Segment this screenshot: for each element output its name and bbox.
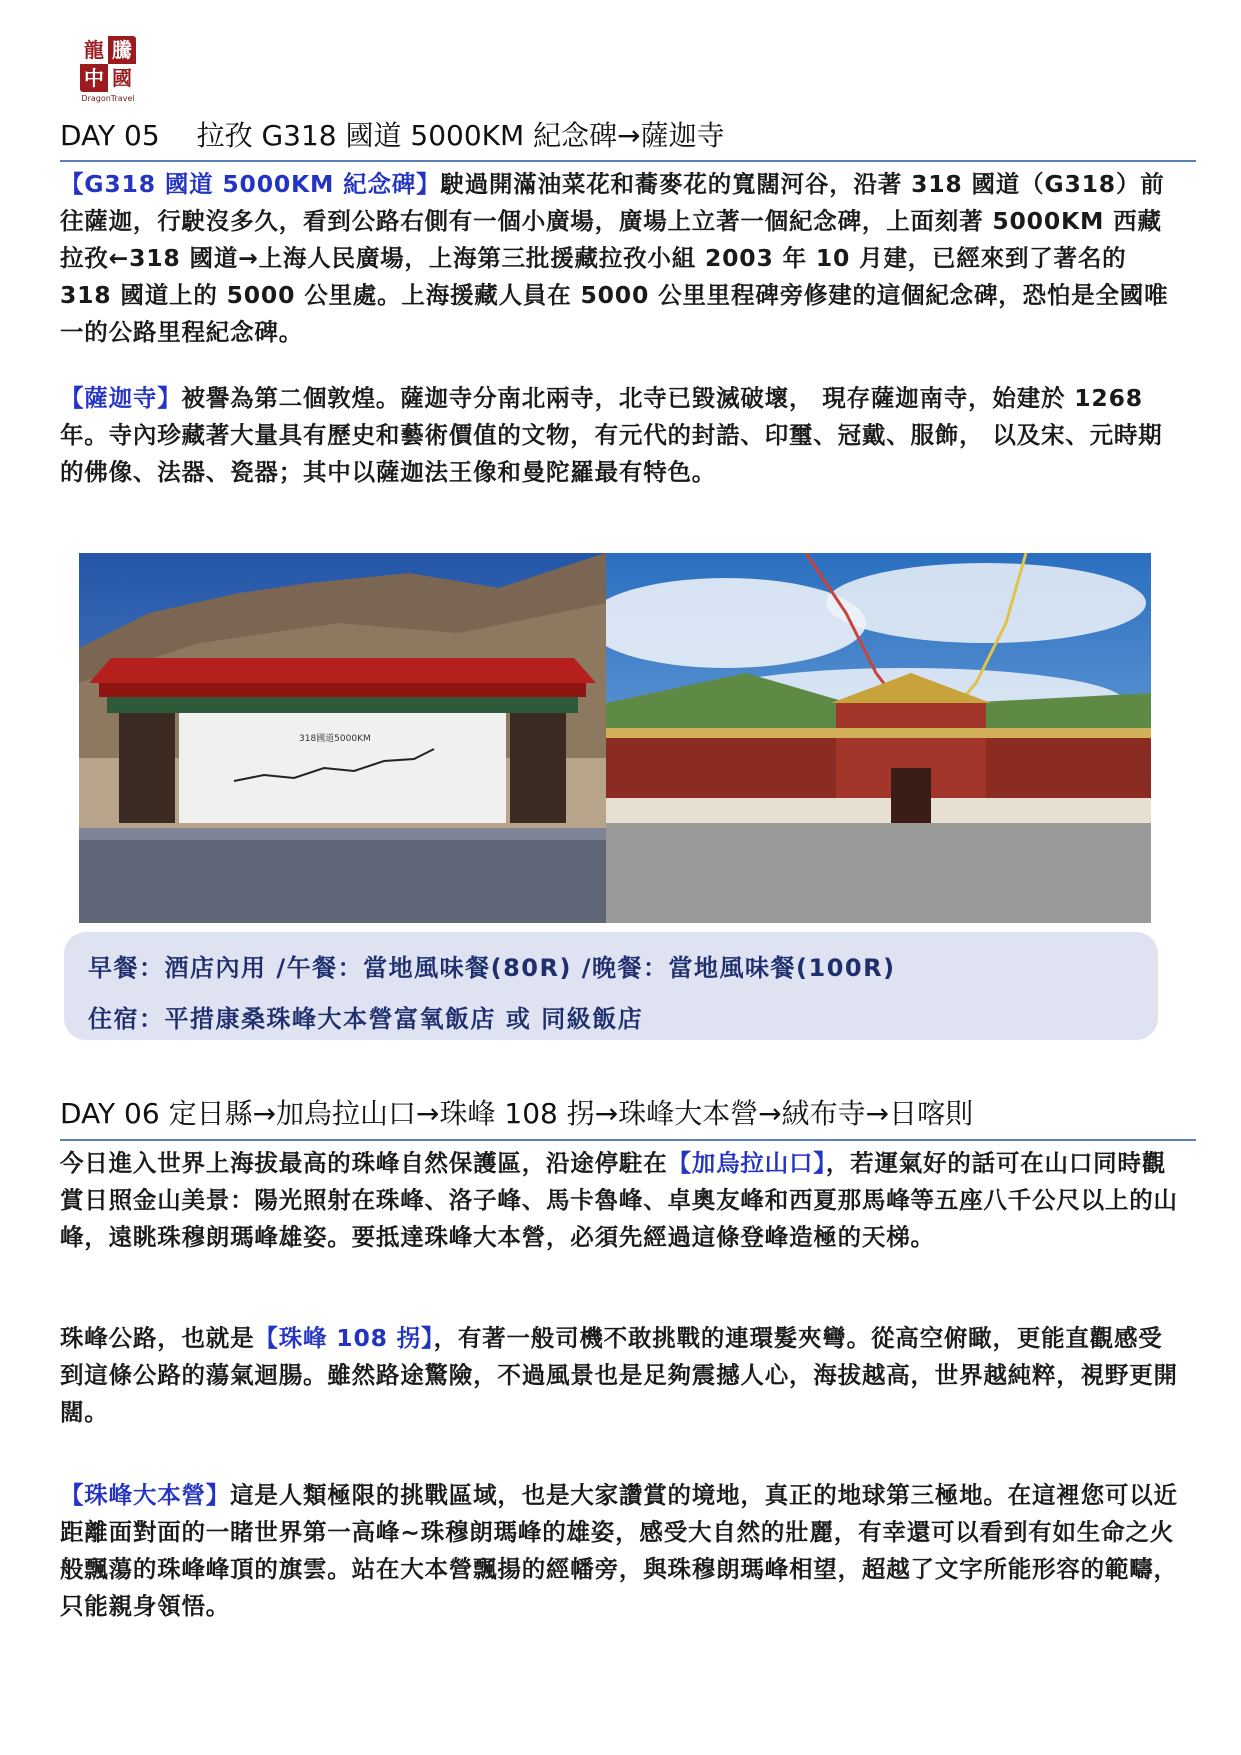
- paragraph-text: 今日進入世界上海拔最高的珠峰自然保護區，沿途停駐在: [60, 1149, 668, 1177]
- monument-inscription: 318國道5000KM: [299, 734, 371, 744]
- photo-g318-monument: [79, 553, 606, 923]
- paragraph-text: 被譽為第二個敦煌。薩迦寺分南北兩寺，北寺已毀滅破壞， 現存薩迦南寺，始建於 1268 年。寺內珍藏著大量具有歷史和藝術價值的文物，有元代的封誥、印璽、冠戴、服飾， 以及宋、元時期的佛像、法器、瓷器；其中以薩迦法王像和曼陀羅最有特色。: [60, 384, 1163, 486]
- highlight-label: 【珠峰大本營】: [60, 1481, 231, 1509]
- highlight-label: 【G318 國道 5000KM 紀念碑】: [60, 170, 441, 198]
- day05-title: DAY 05 拉孜 G318 國道 5000KM 紀念碑→薩迦寺: [60, 119, 725, 152]
- paragraph-text: ，若運氣好的話可在山口同時觀賞日照金山美景：陽光照射在珠峰、洛子峰、馬卡魯峰、卓奧友峰和西夏那馬峰等五座八千公尺以上的山峰，遠眺珠穆朗瑪峰雄姿。要抵達珠峰大本營，必須先經過這條登峰造極的天梯。: [60, 1149, 1178, 1251]
- logo-brand-text: DragonTravel: [81, 94, 135, 103]
- day05-paragraph-g318: [60, 166, 1180, 351]
- day06-divider: [60, 1139, 1196, 1141]
- meal-info: 早餐：酒店內用 /午餐：當地風味餐(80R) /晚餐：當地風味餐(100R): [88, 954, 896, 982]
- paragraph-text: 珠峰公路，也就是: [60, 1324, 255, 1352]
- day06-paragraph-base-camp: [60, 1477, 1180, 1625]
- logo-char: 龍: [80, 36, 108, 64]
- logo-char: 騰: [112, 38, 132, 62]
- company-logo: [80, 36, 140, 116]
- day06-paragraph-gyawula-pass: [60, 1145, 1180, 1256]
- photo-sakya-monastery: [606, 553, 1151, 923]
- logo-seal: [80, 36, 136, 92]
- paragraph-text: ，有著一般司機不敢挑戰的連環髮夾彎。從高空俯瞰，更能直觀感受到這條公路的蕩氣迴腸。雖然路途驚險，不過風景也是足夠震撼人心，海拔越高，世界越純粹，視野更開闊。: [60, 1324, 1178, 1426]
- day05-divider: [60, 160, 1196, 162]
- day05-paragraph-sakya: [60, 380, 1180, 491]
- highlight-label: 【加烏拉山口】: [667, 1149, 826, 1177]
- day06-paragraph-108-bends: [60, 1320, 1180, 1431]
- logo-char: 國: [108, 64, 136, 92]
- highlight-label: 【珠峰 108 拐】: [254, 1324, 434, 1352]
- day06-title: DAY 06 定日縣→加烏拉山口→珠峰 108 拐→珠峰大本營→絨布寺→日喀則: [60, 1097, 974, 1130]
- logo-char: 中: [84, 66, 104, 90]
- paragraph-text: 這是人類極限的挑戰區域，也是大家讚賞的境地，真正的地球第三極地。在這裡您可以近距離面對面的一睹世界第一高峰~珠穆朗瑪峰的雄姿，感受大自然的壯麗，有幸還可以看到有如生命之火般飄蕩的珠峰峰頂的旗雲。站在大本營飄揚的經幡旁，與珠穆朗瑪峰相望，超越了文字所能形容的範疇，只能親身領悟。: [60, 1481, 1178, 1620]
- lodging-info: 住宿：平措康桑珠峰大本營富氧飯店 或 同級飯店: [88, 1005, 644, 1033]
- highlight-label: 【薩迦寺】: [60, 384, 182, 412]
- paragraph-text: 駛過開滿油菜花和蕎麥花的寬闊河谷，沿著 318 國道（G318）前往薩迦，行駛沒多久，看到公路右側有一個小廣場，廣場上立著一個紀念碑，上面刻著 5000KM 西藏拉孜←318 國道→上海人民廣場，上海第三批援藏拉孜小組 2003 年 10 月建，已經來到了著名的 318 國道上的 5000 公里處。上海援藏人員在 5000 公里里程碑旁修建的這個紀念碑，恐怕是全國唯一的公路里程紀念碑。: [60, 170, 1169, 346]
